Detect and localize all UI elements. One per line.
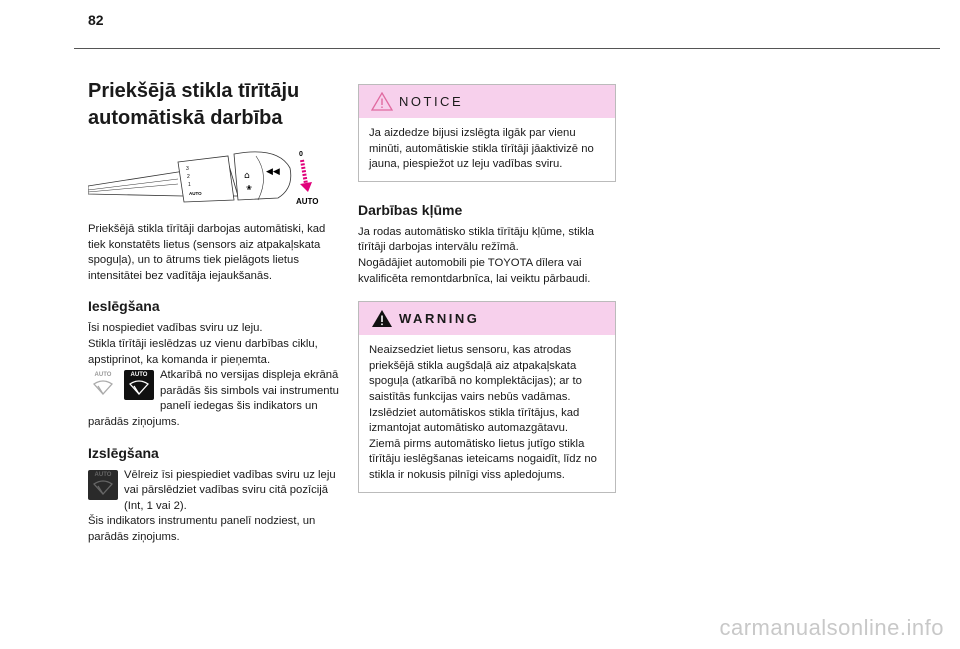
notice-header	[359, 85, 615, 118]
deactivation-text: Vēlreiz īsi piespiediet vadības sviru uz leju vai pārslēdziet vadības sviru citā pozīcijā (Int, 1 vai 2). Šis indikators instrumentu panelī nodziest, un parādās ziņojums.	[88, 468, 336, 543]
activation-icon-row	[88, 368, 340, 430]
deactivation-section	[88, 445, 340, 546]
warning-body	[359, 335, 615, 491]
scale-mark-1: 1	[188, 182, 191, 188]
notice-title: NOTICE	[399, 94, 464, 109]
warning-header	[359, 302, 615, 335]
wiper-stalk-illustration	[88, 148, 340, 208]
notice-triangle-icon	[371, 92, 393, 111]
stalk-head	[234, 152, 291, 200]
rear-wiper-icon: ❀	[246, 184, 252, 192]
page-title: Priekšējā stikla tīrītāju automātiskā darbība	[88, 80, 300, 129]
scale-mark-3: 3	[186, 166, 189, 172]
watermark: carmanualsonline.info	[719, 615, 944, 640]
auto-wiper-indicator-off-icon: AUTO	[88, 370, 118, 400]
intro-text: Priekšējā stikla tīrītāji darbojas automātiski, kad tiek konstatēts lietus (sensors aiz atpakaļskata spoguļa), un to ātrums tiek pielāgots lietus intensitātei bez vadītāja iejaukšanās.	[88, 223, 326, 282]
malfunction-heading: Darbības kļūme	[358, 201, 463, 218]
activation-heading: Ieslēgšana	[88, 298, 160, 315]
page-number: 82	[88, 12, 104, 28]
zero-mark: 0	[299, 151, 303, 158]
activation-text: Īsi nospiediet vadības sviru uz leju. Stikla tīrītāji ieslēdzas uz vienu darbības ciklu, apstiprinot, ka komanda ir pieņemta.	[88, 322, 318, 366]
notice-text: Ja aizdedze bijusi izslēgta ilgāk par vienu minūti, automātiskie stikla tīrītāji jāaktivizē no jauna, piespiežot uz leju vadības sviru.	[369, 127, 594, 171]
auto-wiper-indicator-on-icon: AUTO	[124, 370, 154, 400]
rewind-arrows-icon: ◀◀	[266, 167, 280, 177]
auto-wiper-indicator-dark-icon: AUTO	[88, 470, 118, 500]
deactivation-heading: Izslēgšana	[88, 444, 159, 461]
activation-icon-text: Atkarībā no versijas displeja ekrānā parādās šis simbols vai instrumentu panelī iedegas šis indikators un parādās ziņojums.	[88, 369, 339, 428]
malfunction-section	[358, 202, 616, 287]
middle-column	[358, 84, 616, 507]
washer-symbol-icon: ⌂	[244, 171, 250, 181]
left-column	[88, 78, 340, 546]
header-rule	[74, 48, 940, 49]
deactivation-icon-row	[88, 468, 340, 546]
scale-mark-auto: AUTO	[189, 191, 202, 196]
malfunction-text: Ja rodas automātisko stikla tīrītāju kļūme, stikla tīrītāji darbojas intervālu režīmā. Nogādājiet automobili pie TOYOTA dīlera vai kvalificēta remontdarbnīca, lai veiktu pārbaudi.	[358, 225, 595, 285]
warning-box	[358, 301, 616, 492]
activation-section	[88, 298, 340, 430]
warning-triangle-icon	[371, 309, 393, 328]
press-down-arrow-icon	[302, 160, 306, 184]
scale-mark-2: 2	[187, 174, 190, 180]
warning-text: Neaizsedziet lietus sensoru, kas atrodas priekšējā stikla augšdaļā aiz atpakaļskata spoguļa (atkarībā no komplektācijas); ar to saistītās funkcijas vairs nebūs vadāmas. Izslēdziet automātiskos stikla tīrītājus, kad izmantojat automātisko automazgātavu. Ziemā pirms automātisko lietus jutīgo stikla tīrītāju ieslēgšanas ieteicams nogaidīt, līdz no stikla ir nokusis pilnīgi viss apledojums.	[369, 344, 597, 481]
illustration-auto-label: AUTO	[296, 197, 319, 206]
warning-title: WARNING	[399, 311, 480, 327]
notice-body	[359, 118, 615, 181]
notice-box	[358, 84, 616, 182]
